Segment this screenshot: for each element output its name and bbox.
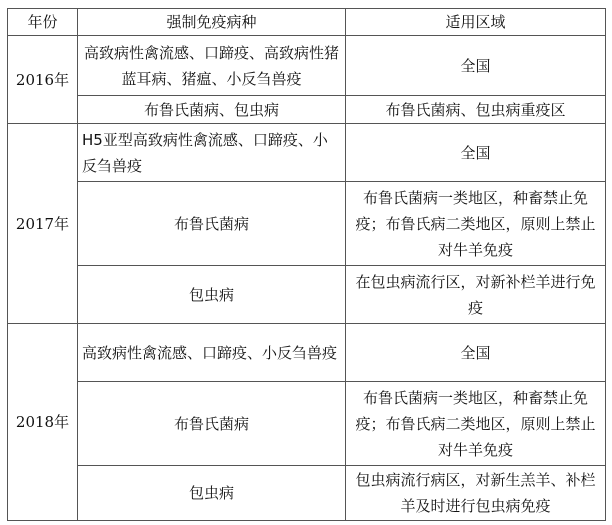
region-cell: 全国 [346, 324, 606, 382]
table-row [8, 96, 606, 124]
region-cell: 布鲁氏菌病、包虫病重疫区 [346, 96, 606, 124]
region-cell: 布鲁氏菌病一类地区，种畜禁止免疫；布鲁氏病二类地区，原则上禁止对牛羊免疫 [346, 182, 606, 266]
disease-cell: 高致病性禽流感、口蹄疫、小反刍兽疫 [78, 324, 346, 382]
header-region: 适用区域 [346, 9, 606, 36]
disease-cell: 包虫病 [78, 266, 346, 324]
year-cell: 2018年 [8, 324, 78, 521]
disease-cell: 布鲁氏菌病 [78, 182, 346, 266]
table-row [8, 382, 606, 466]
header-row [8, 9, 606, 36]
immunization-table-container [7, 8, 605, 519]
disease-cell: 布鲁氏菌病、包虫病 [78, 96, 346, 124]
year-cell: 2017年 [8, 124, 78, 324]
disease-cell: H5亚型高致病性禽流感、口蹄疫、小反刍兽疫 [78, 124, 346, 182]
disease-cell: 高致病性禽流感、口蹄疫、高致病性猪蓝耳病、猪瘟、小反刍兽疫 [78, 36, 346, 96]
year-cell: 2016年 [8, 36, 78, 124]
region-cell: 在包虫病流行区，对新补栏羊进行免疫 [346, 266, 606, 324]
region-cell: 包虫病流行病区，对新生羔羊、补栏羊及时进行包虫病免疫 [346, 466, 606, 521]
table-row [8, 36, 606, 96]
table-row [8, 324, 606, 382]
region-cell: 全国 [346, 36, 606, 96]
table-row [8, 124, 606, 182]
table-row [8, 266, 606, 324]
table-row [8, 466, 606, 521]
table-row [8, 182, 606, 266]
region-cell: 布鲁氏菌病一类地区，种畜禁止免疫；布鲁氏病二类地区，原则上禁止对牛羊免疫 [346, 382, 606, 466]
region-cell: 全国 [346, 124, 606, 182]
disease-cell: 布鲁氏菌病 [78, 382, 346, 466]
header-disease: 强制免疫病种 [78, 9, 346, 36]
disease-cell: 包虫病 [78, 466, 346, 521]
header-year: 年份 [8, 9, 78, 36]
immunization-table [7, 8, 606, 521]
